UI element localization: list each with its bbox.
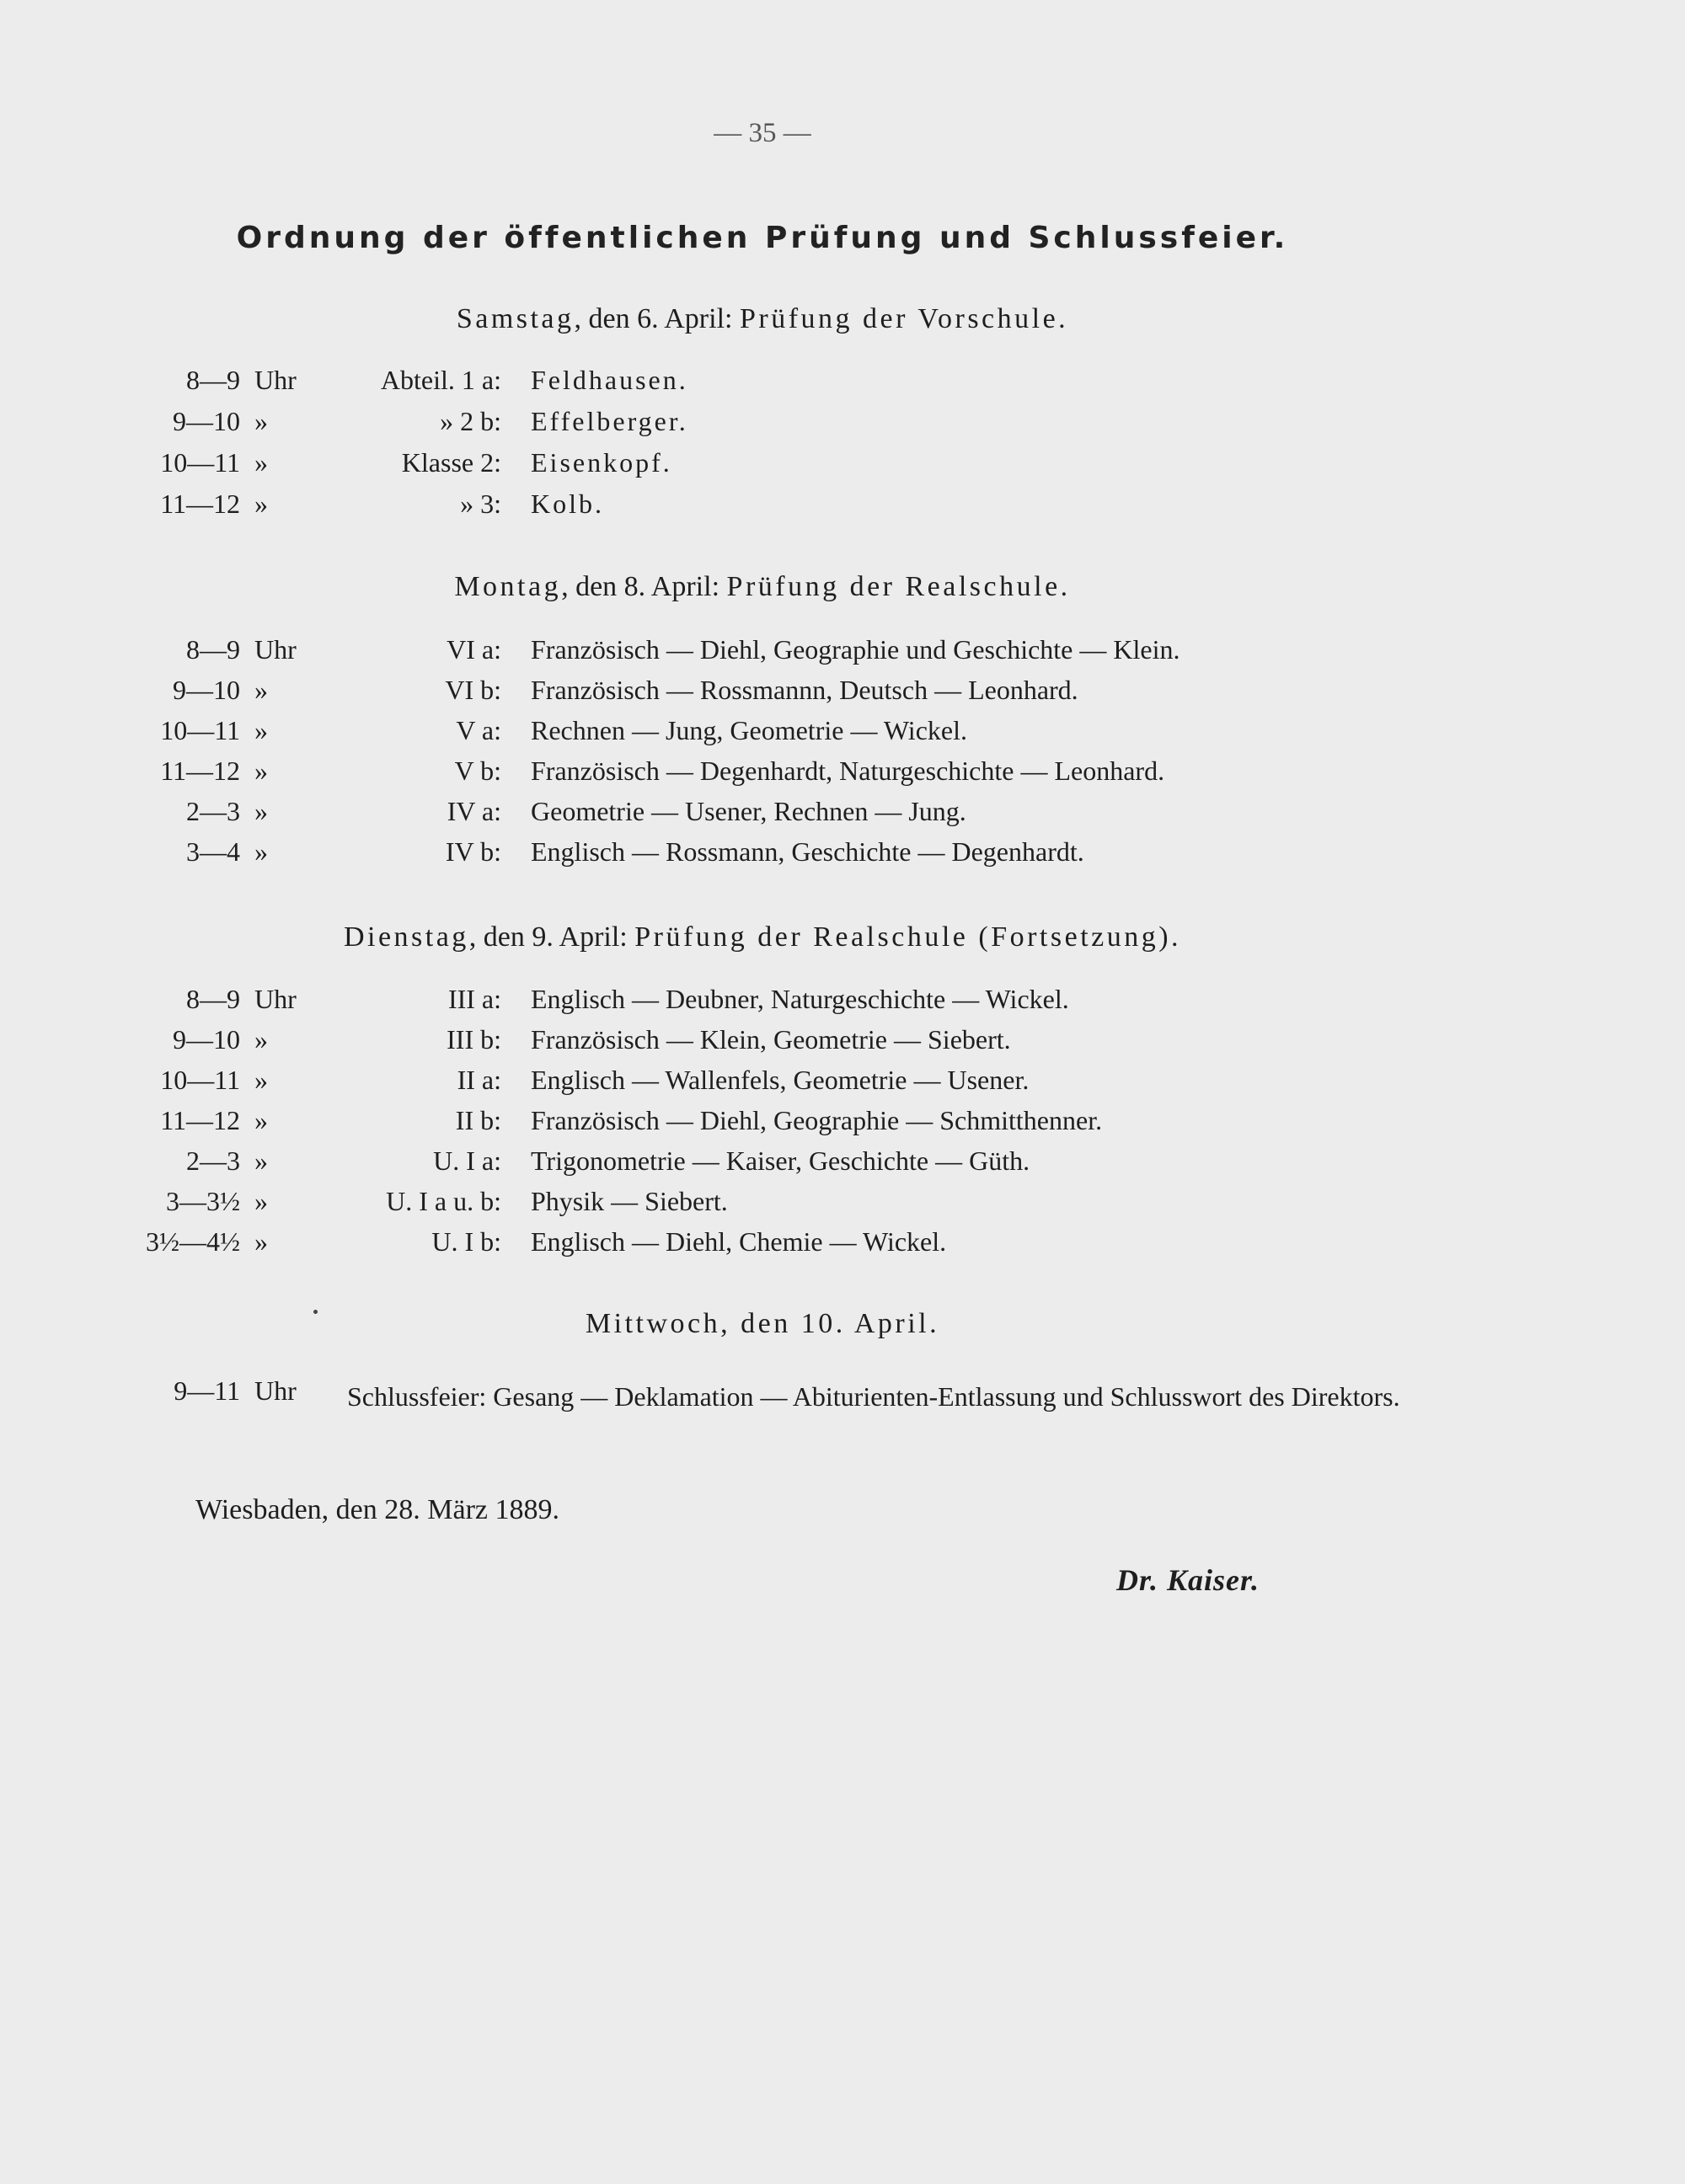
class-cell: U. I a u. b: [386,1186,501,1216]
class-cell: Klasse 2: [401,447,501,478]
time-cell: 2—3 [186,796,240,826]
time-cell: 9—11 [174,1375,240,1406]
time-cell: 9—10 [173,406,240,436]
uhr-cell: » [254,1024,268,1055]
subject-cell: Kolb. [531,489,604,519]
time-cell: 11—12 [160,489,240,519]
class-cell: » 3: [460,489,501,519]
heading-day: Samstag [456,303,575,334]
time-cell: 3—4 [186,836,240,867]
time-cell: 10—11 [160,447,240,478]
subject-cell: Rechnen — Jung, Geometrie — Wickel. [531,715,967,745]
class-cell: II a: [457,1065,501,1095]
uhr-cell: » [254,1186,268,1216]
time-cell: 3½—4½ [146,1226,240,1257]
class-cell: U. I a: [433,1145,501,1176]
class-cell: Abteil. 1 a: [380,365,501,395]
time-cell: 8—9 [186,984,240,1014]
class-cell: V a: [456,715,501,745]
page-title: Ordnung der öffentlichen Prüfung und Schlussfeier. [236,221,1289,255]
time-cell: 10—11 [160,1065,240,1095]
heading-text: Mittwoch, den 10. April. [585,1308,940,1339]
section-heading-mittwoch [0,1308,1525,1340]
subject-cell: Französisch — Diehl, Geographie und Geschichte — Klein. [531,634,1180,665]
subject-cell: Englisch — Rossmann, Geschichte — Degenhardt. [531,836,1084,867]
uhr-cell: » [254,1065,268,1095]
time-cell: 9—10 [173,675,240,705]
class-cell: VI b: [445,675,501,705]
class-cell: » 2 b: [440,406,501,436]
subject-cell: Physik — Siebert. [531,1186,728,1216]
ink-speck [313,1310,318,1314]
time-cell: 9—10 [173,1024,240,1055]
subject-cell: Trigonometrie — Kaiser, Geschichte — Güth. [531,1145,1030,1176]
uhr-cell: Uhr [254,1375,297,1406]
subject-cell: Effelberger. [531,406,688,436]
uhr-cell: » [254,1145,268,1176]
heading-subject: Prüfung der Realschule. [726,571,1071,602]
class-cell: VI a: [447,634,501,665]
subject-cell: Feldhausen. [531,365,688,395]
uhr-cell: Uhr [254,984,297,1014]
uhr-cell: » [254,406,268,436]
subject-cell: Englisch — Wallenfels, Geometrie — Usener. [531,1065,1030,1095]
time-cell: 2—3 [186,1145,240,1176]
page-number: — 35 — [714,118,811,148]
subject-cell: Französisch — Klein, Geometrie — Siebert. [531,1024,1011,1055]
subject-cell: Französisch — Rossmannn, Deutsch — Leonhard. [531,675,1078,705]
uhr-cell: » [254,836,268,867]
uhr-cell: » [254,1105,268,1135]
heading-subject: Prüfung der Realschule (Fortsetzung). [634,921,1182,953]
uhr-cell: » [254,675,268,705]
class-cell: V b: [454,756,501,786]
heading-date: , den 9. April: [468,921,635,953]
uhr-cell: Uhr [254,634,297,665]
heading-day: Montag [454,571,562,602]
time-cell: 3—3½ [166,1186,240,1216]
time-cell: 11—12 [160,1105,240,1135]
class-cell: IV b: [445,836,501,867]
subject-cell: Geometrie — Usener, Rechnen — Jung. [531,796,966,826]
subject-cell: Französisch — Degenhardt, Naturgeschichte — Leonhard. [531,756,1165,786]
class-cell: III b: [447,1024,501,1055]
class-cell: III a: [447,984,501,1014]
time-cell: 8—9 [186,634,240,665]
place-date: Wiesbaden, den 28. März 1889. [195,1494,560,1525]
time-cell: 10—11 [160,715,240,745]
class-cell: IV a: [447,796,501,826]
uhr-cell: » [254,1226,268,1257]
heading-date: , den 8. April: [561,571,727,602]
uhr-cell: » [254,715,268,745]
subject-cell: Englisch — Deubner, Naturgeschichte — Wickel. [531,984,1069,1014]
heading-date: , den 6. April: [574,303,740,334]
class-cell: U. I b: [431,1226,501,1257]
section-heading-montag [0,571,1525,603]
subject-cell: Französisch — Diehl, Geographie — Schmitthenner. [531,1105,1103,1135]
signature: Dr. Kaiser. [1116,1563,1260,1597]
section-heading-samstag [0,303,1525,335]
time-cell: 8—9 [186,365,240,395]
heading-subject: Prüfung der Vorschule. [739,303,1069,334]
section-heading-dienstag [0,921,1525,953]
uhr-cell: » [254,447,268,478]
time-cell: 11—12 [160,756,240,786]
heading-day: Dienstag [343,921,469,953]
class-cell: II b: [455,1105,501,1135]
uhr-cell: Uhr [254,365,297,395]
subject-cell: Eisenkopf. [531,447,672,478]
subject-cell: Englisch — Diehl, Chemie — Wickel. [531,1226,947,1257]
uhr-cell: » [254,489,268,519]
uhr-cell: » [254,756,268,786]
uhr-cell: » [254,796,268,826]
schlussfeier-text: Schlussfeier: Gesang — Deklamation — Abiturienten-Entlassung und Schlusswort des Direktors. [347,1381,1400,1412]
